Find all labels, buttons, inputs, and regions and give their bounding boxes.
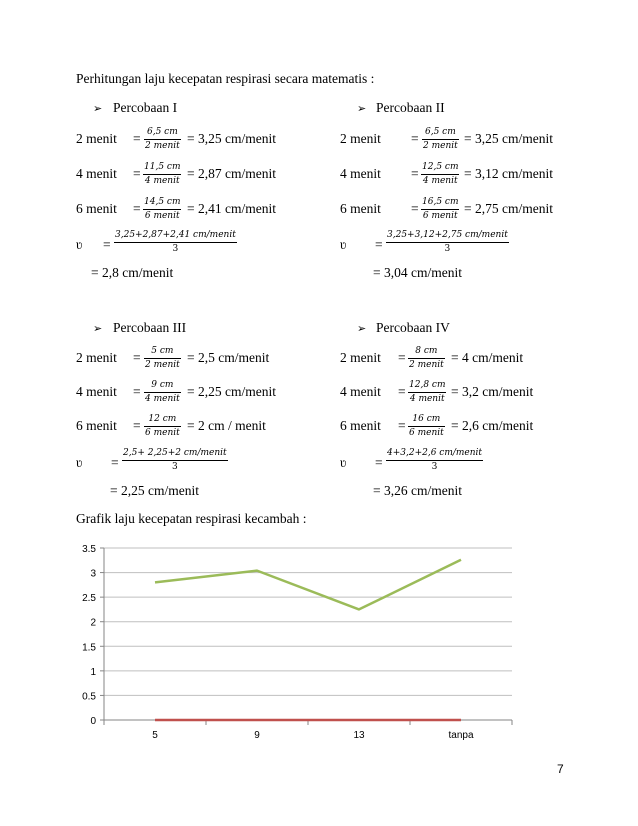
equals-sign: = bbox=[375, 237, 383, 252]
equals-sign: = bbox=[133, 418, 141, 433]
denominator: 6 menit bbox=[144, 211, 180, 221]
y-tick-label: 0.5 bbox=[82, 691, 96, 703]
x-tick-label: tanpa bbox=[448, 730, 474, 741]
row-result: = 3,25 cm/menit bbox=[464, 131, 553, 146]
average-result: = 2,25 cm/menit bbox=[110, 483, 199, 498]
denominator: 4 menit bbox=[145, 394, 180, 404]
row-label: 4 menit bbox=[340, 166, 381, 181]
row-label: 2 menit bbox=[340, 350, 381, 365]
equals-sign: = bbox=[411, 131, 419, 146]
equals-sign: = bbox=[133, 131, 141, 146]
equals-sign: = bbox=[411, 166, 419, 181]
equals-sign: = bbox=[111, 455, 119, 470]
row-label: 4 menit bbox=[340, 384, 381, 399]
equals-sign: = bbox=[103, 237, 111, 252]
equals-sign: = bbox=[375, 455, 383, 470]
denominator: 6 menit bbox=[409, 428, 444, 438]
y-tick-label: 1.5 bbox=[82, 642, 96, 654]
numerator: 14,5 cm bbox=[144, 197, 181, 207]
numerator: 12 cm bbox=[148, 414, 177, 424]
row-label: 2 menit bbox=[340, 131, 381, 146]
equals-sign: = bbox=[133, 166, 141, 181]
row-result: = 4 cm/menit bbox=[451, 350, 524, 365]
average-result: = 3,04 cm/menit bbox=[373, 265, 462, 280]
numerator: 12,5 cm bbox=[422, 162, 459, 172]
denominator: 3 bbox=[444, 244, 451, 254]
y-tick-label: 1 bbox=[90, 666, 96, 678]
velocity-symbol: ʋ bbox=[76, 237, 83, 252]
equals-sign: = bbox=[133, 201, 141, 216]
row-result: = 2 cm / menit bbox=[187, 418, 266, 433]
x-tick-label: 13 bbox=[353, 730, 365, 741]
y-tick-label: 3.5 bbox=[82, 544, 96, 555]
numerator: 4+3,2+2,6 cm/menit bbox=[387, 448, 483, 458]
y-tick-label: 0 bbox=[90, 716, 96, 727]
denominator: 3 bbox=[431, 462, 438, 472]
row-result: = 3,12 cm/menit bbox=[464, 166, 553, 181]
average-result: = 2,8 cm/menit bbox=[91, 265, 174, 280]
row-label: 4 menit bbox=[76, 384, 117, 399]
arrow-bullet-icon: ➢ bbox=[93, 323, 103, 335]
row-result: = 2,41 cm/menit bbox=[187, 201, 276, 216]
arrow-bullet-icon: ➢ bbox=[93, 103, 103, 115]
x-tick-label: 9 bbox=[254, 730, 260, 741]
numerator: 2,5+ 2,25+2 cm/menit bbox=[123, 448, 227, 458]
numerator: 11,5 cm bbox=[144, 162, 181, 172]
numerator: 6,5 cm bbox=[425, 127, 456, 137]
denominator: 2 menit bbox=[145, 360, 180, 370]
numerator: 3,25+2,87+2,41 cm/menit bbox=[115, 230, 236, 240]
row-label: 6 menit bbox=[76, 201, 117, 216]
numerator: 16,5 cm bbox=[422, 197, 459, 207]
page-number: 7 bbox=[557, 762, 564, 776]
numerator: 3,25+3,12+2,75 cm/menit bbox=[387, 230, 508, 240]
average-result: = 3,26 cm/menit bbox=[373, 483, 462, 498]
equals-sign: = bbox=[411, 201, 419, 216]
y-tick-label: 3 bbox=[90, 568, 96, 580]
denominator: 4 menit bbox=[422, 176, 458, 186]
equals-sign: = bbox=[398, 384, 406, 399]
numerator: 12,8 cm bbox=[409, 380, 446, 390]
intro-text: Perhitungan laju kecepatan respirasi secara matematis : bbox=[76, 71, 375, 86]
denominator: 6 menit bbox=[145, 428, 180, 438]
row-result: = 2,5 cm/menit bbox=[187, 350, 270, 365]
numerator: 9 cm bbox=[151, 380, 174, 390]
equals-sign: = bbox=[398, 350, 406, 365]
numerator: 16 cm bbox=[412, 414, 441, 424]
series-line bbox=[155, 560, 461, 610]
row-label: 6 menit bbox=[340, 201, 381, 216]
velocity-symbol: ʋ bbox=[340, 237, 347, 252]
row-label: 6 menit bbox=[76, 418, 117, 433]
denominator: 3 bbox=[171, 462, 178, 472]
numerator: 6,5 cm bbox=[147, 127, 178, 137]
block-title: Percobaan I bbox=[113, 100, 178, 115]
x-tick-label: 5 bbox=[152, 730, 158, 741]
row-result: = 2,87 cm/menit bbox=[187, 166, 276, 181]
row-label: 2 menit bbox=[76, 350, 117, 365]
equals-sign: = bbox=[133, 384, 141, 399]
velocity-symbol: ʋ bbox=[76, 455, 83, 470]
row-result: = 2,25 cm/menit bbox=[187, 384, 276, 399]
arrow-bullet-icon: ➢ bbox=[357, 323, 367, 335]
arrow-bullet-icon: ➢ bbox=[357, 103, 367, 115]
equals-sign: = bbox=[133, 350, 141, 365]
block-title: Percobaan II bbox=[376, 100, 445, 115]
row-label: 4 menit bbox=[76, 166, 117, 181]
equals-sign: = bbox=[398, 418, 406, 433]
denominator: 4 menit bbox=[144, 176, 180, 186]
row-result: = 3,25 cm/menit bbox=[187, 131, 276, 146]
denominator: 4 menit bbox=[409, 394, 445, 404]
graph-title: Grafik laju kecepatan respirasi kecambah : bbox=[76, 511, 307, 526]
row-result: = 3,2 cm/menit bbox=[451, 384, 534, 399]
block-title: Percobaan IV bbox=[376, 320, 450, 335]
denominator: 2 menit bbox=[145, 141, 180, 151]
block-title: Percobaan III bbox=[113, 320, 187, 335]
row-label: 2 menit bbox=[76, 131, 117, 146]
denominator: 2 menit bbox=[423, 141, 458, 151]
row-result: = 2,75 cm/menit bbox=[464, 201, 553, 216]
row-label: 6 menit bbox=[340, 418, 381, 433]
y-tick-label: 2 bbox=[90, 617, 96, 629]
denominator: 3 bbox=[172, 244, 179, 254]
y-tick-label: 2.5 bbox=[82, 593, 96, 605]
denominator: 2 menit bbox=[409, 360, 444, 370]
numerator: 8 cm bbox=[415, 346, 438, 356]
velocity-symbol: ʋ bbox=[340, 455, 347, 470]
row-result: = 2,6 cm/menit bbox=[451, 418, 534, 433]
denominator: 6 menit bbox=[422, 211, 458, 221]
numerator: 5 cm bbox=[151, 346, 174, 356]
